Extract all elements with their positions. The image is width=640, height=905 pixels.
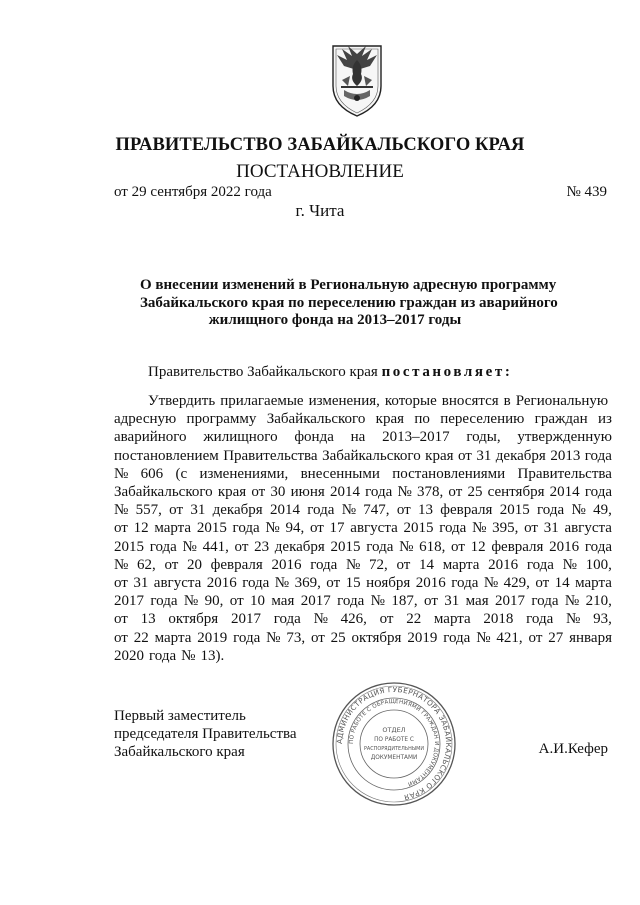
- body-word: года: [149, 647, 177, 664]
- body-word: 2019: [407, 629, 438, 646]
- body-word: адресную: [114, 411, 177, 428]
- government-title: ПРАВИТЕЛЬСТВО ЗАБАЙКАЛЬСКОГО КРАЯ: [115, 135, 525, 155]
- body-word: 2016: [488, 556, 519, 573]
- body-word: от: [114, 629, 128, 646]
- body-word: 2013–2017: [382, 429, 450, 446]
- body-word: 31: [133, 575, 149, 592]
- body-line: [114, 410, 612, 428]
- body-word: №: [181, 647, 196, 664]
- body-line: [114, 483, 612, 501]
- body-word: 31: [190, 502, 206, 519]
- body-line: [114, 447, 612, 465]
- body-word: 187,: [391, 593, 418, 610]
- body-word: августа: [564, 520, 612, 537]
- body-word: марта: [154, 629, 192, 646]
- body-word: 2015: [114, 538, 144, 555]
- seal-center-line: ОТДЕЛ: [382, 726, 406, 734]
- body-word: года: [365, 484, 393, 501]
- body-word: изменениями,: [199, 465, 289, 482]
- seal-center-line: РАСПОРЯДИТЕЛЬНЫМИ: [363, 746, 425, 752]
- body-word: года: [150, 593, 178, 610]
- body-word: постановлением: [114, 447, 219, 464]
- body-word: от: [524, 520, 538, 537]
- body-line: [114, 629, 612, 647]
- body-word: 14: [554, 575, 570, 592]
- seal-inner-text: ПО РАБОТЕ С ОБРАЩЕНИЯМИ ГРАЖДАН И ДОКУМЕНТАМИ: [348, 698, 440, 787]
- body-word: года: [531, 593, 559, 610]
- body-word: Забайкальского: [322, 447, 421, 464]
- body-word: 2015: [196, 520, 227, 537]
- body-word: 30: [270, 484, 286, 501]
- body-word: года: [366, 538, 394, 555]
- preamble-text: Правительство Забайкальского края: [148, 364, 378, 380]
- body-line: [114, 392, 612, 410]
- body-word: годы,: [466, 429, 501, 446]
- body-word: Правительства: [517, 465, 612, 482]
- official-seal-icon: [330, 680, 458, 808]
- body-word: 13).: [200, 647, 225, 664]
- body-word: 15: [345, 575, 361, 592]
- body-word: 2015: [330, 538, 361, 555]
- body-word: от: [114, 520, 128, 537]
- body-word: внесенными: [300, 465, 380, 482]
- body-word: Региональную: [515, 393, 609, 409]
- body-word: 2020: [114, 647, 144, 664]
- body-word: 606: [140, 465, 164, 482]
- body-word: от: [458, 447, 472, 464]
- body-word: 2016: [206, 575, 237, 592]
- body-word: 13: [418, 502, 433, 519]
- body-word: года: [584, 484, 612, 501]
- body-word: марта: [154, 520, 192, 537]
- body-line: [114, 647, 612, 665]
- body-word: февраля: [440, 502, 493, 519]
- body-word: февраля: [210, 556, 263, 573]
- body-word: августа: [153, 575, 202, 592]
- body-word: программу: [186, 411, 257, 428]
- body-word: от: [528, 629, 543, 646]
- body-line: [114, 519, 612, 537]
- body-word: года: [584, 538, 612, 555]
- body-word: августа: [350, 520, 398, 537]
- body-word: 12: [133, 520, 149, 537]
- body-word: 72,: [369, 556, 388, 573]
- body-word: от: [396, 556, 411, 573]
- body-word: мая: [271, 593, 295, 610]
- body-word: №: [114, 465, 129, 482]
- body-word: аварийного: [114, 429, 187, 446]
- body-word: вносятся: [441, 393, 499, 409]
- body-word: 25: [467, 484, 483, 501]
- body-word: 93,: [593, 611, 612, 628]
- body-word: 210,: [585, 593, 612, 610]
- body-word: 2014: [329, 484, 360, 501]
- body-word: 62,: [137, 556, 156, 573]
- body-word: 426,: [340, 611, 367, 628]
- body-word: 2015: [403, 520, 434, 537]
- body-word: №: [370, 593, 385, 610]
- body-word: края: [375, 411, 405, 428]
- body-word: 13: [140, 611, 156, 628]
- body-word: которые: [384, 393, 437, 409]
- body-word: края: [217, 484, 247, 501]
- body-word: 10: [250, 593, 266, 610]
- body-word: 2016: [549, 538, 580, 555]
- body-word: №: [341, 502, 356, 519]
- body-word: от: [114, 575, 128, 592]
- body-word: 747,: [363, 502, 390, 519]
- body-word: от: [448, 484, 463, 501]
- body-word: (с: [175, 465, 188, 482]
- body-word: от: [309, 520, 324, 537]
- body-word: от: [310, 629, 325, 646]
- body-word: постановлениями: [392, 465, 506, 482]
- body-word: 12: [470, 538, 486, 555]
- body-line: [114, 465, 612, 483]
- body-word: №: [566, 611, 581, 628]
- body-word: от: [251, 484, 266, 501]
- document-subject: [140, 277, 558, 330]
- signatory-name: А.И.Кефер: [538, 741, 608, 757]
- body-word: года: [307, 502, 335, 519]
- body-word: марта: [442, 556, 480, 573]
- body-word: 73,: [286, 629, 306, 646]
- body-word: №: [346, 556, 361, 573]
- body-word: №: [313, 611, 328, 628]
- body-word: на: [350, 429, 366, 446]
- body-word: Правительства: [223, 447, 318, 464]
- body-word: края: [425, 447, 454, 464]
- body-word: 2016: [271, 556, 302, 573]
- body-line: [114, 428, 612, 446]
- body-word: №: [564, 593, 580, 610]
- body-word: №: [274, 575, 290, 592]
- body-word: №: [472, 520, 487, 537]
- body-word: 2018: [483, 611, 514, 628]
- body-word: декабря: [212, 502, 263, 519]
- body-word: мая: [465, 593, 489, 610]
- body-word: 618,: [419, 538, 446, 555]
- body-word: 94,: [285, 520, 305, 537]
- body-word: от: [451, 538, 465, 555]
- body-word: 14: [419, 556, 434, 573]
- body-word: года: [242, 575, 270, 592]
- body-word: Утвердить: [148, 393, 216, 409]
- body-word: из: [598, 411, 612, 428]
- preamble: [148, 364, 512, 381]
- body-word: №: [182, 538, 197, 555]
- body-line: [114, 538, 612, 556]
- body-word: 429,: [503, 575, 530, 592]
- body-word: года: [537, 502, 565, 519]
- body-word: июня: [290, 484, 325, 501]
- seal-center-line: ПО РАБОТЕ С: [374, 737, 414, 743]
- body-word: №: [265, 520, 280, 537]
- signatory-position-line: Забайкальского края: [114, 744, 245, 760]
- resolution-body: [114, 392, 612, 665]
- body-word: 2017: [495, 593, 525, 610]
- subject-line: жилищного фонда на 2013–2017 годы: [208, 312, 462, 328]
- body-word: 2019: [197, 629, 228, 646]
- body-word: №: [571, 502, 586, 519]
- body-word: №: [266, 629, 281, 646]
- body-word: 2017: [300, 593, 331, 610]
- body-word: 25: [330, 629, 346, 646]
- body-word: №: [399, 538, 414, 555]
- body-word: 557,: [135, 502, 162, 519]
- body-word: 395,: [492, 520, 519, 537]
- body-word: 31: [444, 593, 460, 610]
- body-word: по: [414, 411, 430, 428]
- body-word: от: [164, 556, 179, 573]
- body-word: переселению: [440, 411, 525, 428]
- body-word: 2014: [549, 484, 580, 501]
- body-word: года: [337, 593, 365, 610]
- body-word: года: [526, 611, 554, 628]
- body-word: №: [476, 629, 491, 646]
- body-word: от: [535, 575, 550, 592]
- body-word: Забайкальского: [266, 411, 366, 428]
- body-word: года: [451, 575, 479, 592]
- document-type: ПОСТАНОВЛЕНИЕ: [236, 161, 404, 182]
- document-date: от 29 сентября 2022 года: [114, 184, 272, 200]
- body-word: декабря: [274, 538, 325, 555]
- seal-center-line: ДОКУМЕНТАМИ: [370, 755, 418, 761]
- body-word: марта: [575, 575, 612, 592]
- body-word: 2015: [499, 502, 530, 519]
- body-word: 2016: [415, 575, 446, 592]
- signatory-position-line: Первый заместитель: [114, 708, 246, 724]
- body-line: [114, 610, 612, 628]
- body-word: марта: [433, 611, 471, 628]
- body-word: года: [526, 556, 554, 573]
- body-word: от: [234, 538, 249, 555]
- body-line: [114, 501, 612, 519]
- body-word: от: [424, 593, 438, 610]
- body-word: января: [569, 629, 612, 646]
- body-word: 31: [476, 447, 492, 464]
- subject-line: О внесении изменений в Региональную адресную программу: [140, 277, 557, 293]
- body-word: утвержденную: [517, 429, 612, 446]
- body-word: декабря: [495, 447, 546, 464]
- body-word: жилищного: [203, 429, 278, 446]
- body-word: 90,: [204, 593, 224, 610]
- subject-line: Забайкальского края по переселению граждан из аварийного: [140, 294, 558, 311]
- body-word: от: [326, 575, 341, 592]
- body-word: изменения,: [308, 393, 380, 409]
- body-word: фонда: [294, 429, 334, 446]
- body-word: №: [183, 593, 199, 610]
- body-word: года: [443, 629, 471, 646]
- body-word: октября: [168, 611, 219, 628]
- body-word: 22: [406, 611, 422, 628]
- body-word: 369,: [294, 575, 321, 592]
- body-word: октября: [351, 629, 402, 646]
- body-word: 2013: [550, 447, 581, 464]
- body-word: от: [396, 502, 411, 519]
- body-word: ноября: [366, 575, 411, 592]
- signatory-position-line: председателя Правительства: [114, 726, 297, 742]
- body-word: 17: [329, 520, 345, 537]
- body-word: сентября: [487, 484, 545, 501]
- signatory-position: [114, 707, 297, 761]
- body-word: года: [233, 629, 261, 646]
- body-word: 2014: [269, 502, 300, 519]
- body-word: 441,: [202, 538, 229, 555]
- body-word: №: [562, 556, 577, 573]
- document-number: № 439: [566, 184, 607, 200]
- preamble-verb: постановляет:: [381, 364, 513, 380]
- document-city: г. Чита: [295, 201, 345, 220]
- body-word: от: [114, 611, 128, 628]
- body-line: [114, 574, 612, 592]
- body-word: граждан: [534, 411, 588, 428]
- body-word: февраля: [491, 538, 544, 555]
- body-word: года: [232, 520, 260, 537]
- body-word: №: [114, 556, 129, 573]
- body-word: 49,: [593, 502, 612, 519]
- body-line: [114, 592, 612, 610]
- body-word: Забайкальского: [114, 484, 213, 501]
- body-word: 378,: [416, 484, 444, 501]
- body-word: от: [229, 593, 244, 610]
- body-word: 27: [548, 629, 564, 646]
- body-word: №: [397, 484, 412, 501]
- body-word: года: [310, 556, 338, 573]
- body-word: №: [483, 575, 499, 592]
- body-word: 22: [133, 629, 149, 646]
- body-word: №: [114, 502, 129, 519]
- body-word: в: [503, 393, 511, 409]
- body-line: [114, 556, 612, 574]
- body-word: от: [169, 502, 184, 519]
- body-word: года: [273, 611, 301, 628]
- body-word: года: [439, 520, 467, 537]
- body-word: 23: [254, 538, 270, 555]
- body-word: от: [379, 611, 394, 628]
- body-word: 2017: [230, 611, 261, 628]
- coat-of-arms-icon: [328, 40, 386, 118]
- body-word: 20: [186, 556, 202, 573]
- body-word: 421,: [496, 629, 523, 646]
- body-word: 100,: [585, 556, 612, 573]
- body-word: прилагаемые: [220, 393, 304, 409]
- body-word: года: [149, 538, 177, 555]
- seal-outer-text: АДМИНИСТРАЦИЯ ГУБЕРНАТОРА ЗАБАЙКАЛЬСКОГО КРАЯ: [334, 684, 454, 803]
- body-word: 31: [543, 520, 559, 537]
- body-word: года: [584, 447, 612, 464]
- body-word: 2017: [114, 593, 144, 610]
